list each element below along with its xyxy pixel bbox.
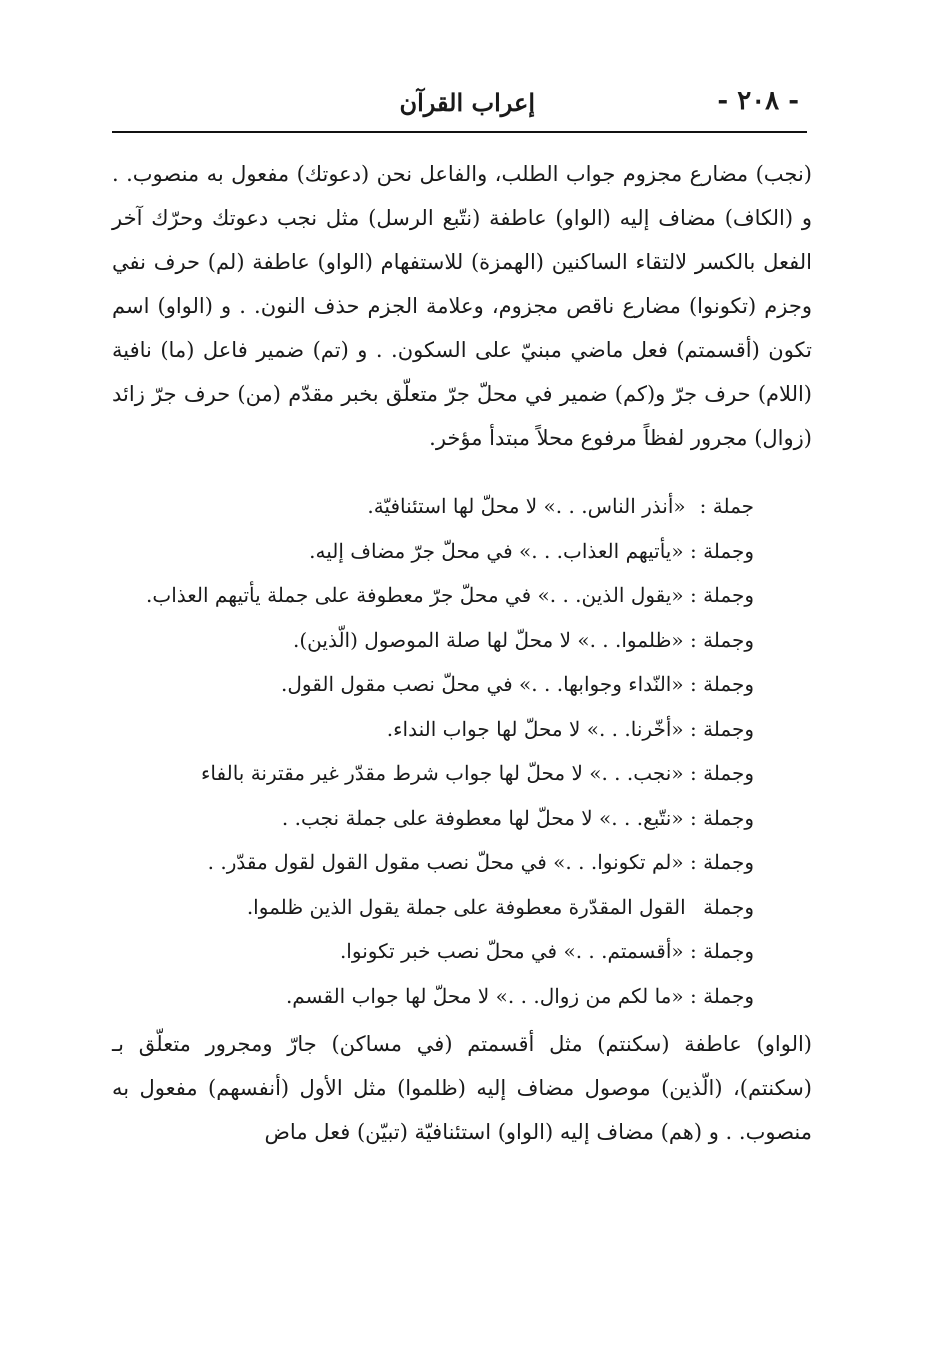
sentence-text: «ظلموا. . .» لا محلّ لها صلة الموصول (الّذين). (293, 627, 684, 652)
list-item (112, 662, 754, 707)
sentence-prefix: وجملة : (689, 983, 754, 1008)
list-item (112, 929, 754, 974)
intro-paragraph: (نجب) مضارع مجزوم جواب الطلب، والفاعل نحن (دعوتك) مفعول به منصوب. . و (الكاف) مضاف إليه (الواو) عاطفة (نتّبع الرسل) مثل نجب دعوتك وحرّك آخر الفعل بالكسر لالتقاء الساكنين (الهمزة) للاستفهام (الواو) عاطفة (لم) حرف نفي وجزم (تكونوا) مضارع ناقص مجزوم، وعلامة الجزم حذف النون. . و (الواو) اسم تكون (أقسمتم) فعل ماضي مبنيّ على السكون. . و (تم) ضمير فاعل (ما) نافية (اللام) حرف جرّ و(كم) ضمير في محلّ جرّ متعلّق بخبر مقدّم (من) حرف جرّ زائد (زوال) مجرور لفظاً مرفوع محلاً مبتدأ مؤخر. (112, 162, 812, 450)
sentence-prefix: وجملة : (689, 761, 754, 785)
list-item (112, 974, 754, 1019)
sentence-prefix: وجملة (703, 894, 754, 919)
list-item (112, 840, 754, 885)
sentence-prefix: جملة : (699, 494, 754, 518)
list-item (112, 885, 754, 930)
sentence-text: «ما لكم من زوال. . .» لا محلّ لها جواب القسم. (285, 983, 684, 1008)
page-body (112, 152, 812, 1154)
sentence-prefix: وجملة : (689, 850, 754, 874)
sentence-text: «يقول الذين. . .» في محلّ جرّ معطوفة على جملة يأتيهم العذاب. (146, 583, 684, 607)
sentence-prefix: وجملة : (689, 805, 754, 830)
sentence-text: «النّداء وجوابها. . .» في محلّ نصب مقول القول. (281, 672, 684, 696)
page-header (112, 84, 807, 128)
sentence-text: القول المقدّرة معطوفة على جملة يقول الذين ظلموا. (246, 894, 686, 919)
outro-paragraph: (الواو) عاطفة (سكنتم) مثل أقسمتم (في مساكن) جارّ ومجرور متعلّق بـ (سكنتم)، (الّذين) موصول مضاف إليه (ظلموا) مثل الأول (أنفسهم) مفعول به منصوب. . و (هم) مضاف إليه (الواو) استئنافيّة (تبيّن) فعل ماض (112, 1032, 812, 1144)
sentence-prefix: وجملة : (689, 538, 754, 563)
page-number: - ٢٠٨ - (717, 86, 799, 116)
list-item (112, 707, 754, 752)
sentence-text: «أنذر الناس. . .» لا محلّ لها استئنافيّة. (367, 494, 686, 518)
header-divider (112, 131, 807, 133)
sentence-text: «نتّبع. . .» لا محلّ لها معطوفة على جملة نجب. . (281, 805, 684, 830)
sentence-text: «لم تكونوا. . .» في محلّ نصب مقول القول لقول مقدّر. . (207, 850, 684, 874)
sentence-prefix: وجملة : (689, 716, 754, 741)
list-item (112, 573, 754, 618)
sentence-analysis-list (112, 484, 812, 1018)
sentence-text: «أقسمتم. . .» في محلّ نصب خبر تكونوا. (339, 939, 684, 963)
sentence-text: «يأتيهم العذاب. . .» في محلّ جرّ مضاف إليه. (309, 538, 684, 563)
sentence-prefix: وجملة : (689, 627, 754, 652)
sentence-prefix: وجملة : (689, 939, 754, 963)
list-item (112, 618, 754, 663)
sentence-prefix: وجملة : (689, 672, 754, 696)
running-title: إعراب القرآن (399, 88, 535, 117)
list-item (112, 751, 754, 796)
list-item (112, 529, 754, 574)
sentence-text: «نجب. . .» لا محلّ لها جواب شرط مقدّر غير مقترنة بالفاء (200, 761, 684, 785)
sentence-text: «أخّرنا. . .» لا محلّ لها جواب النداء. (386, 716, 684, 741)
list-item (112, 484, 754, 529)
sentence-prefix: وجملة : (689, 583, 754, 607)
list-item (112, 796, 754, 841)
